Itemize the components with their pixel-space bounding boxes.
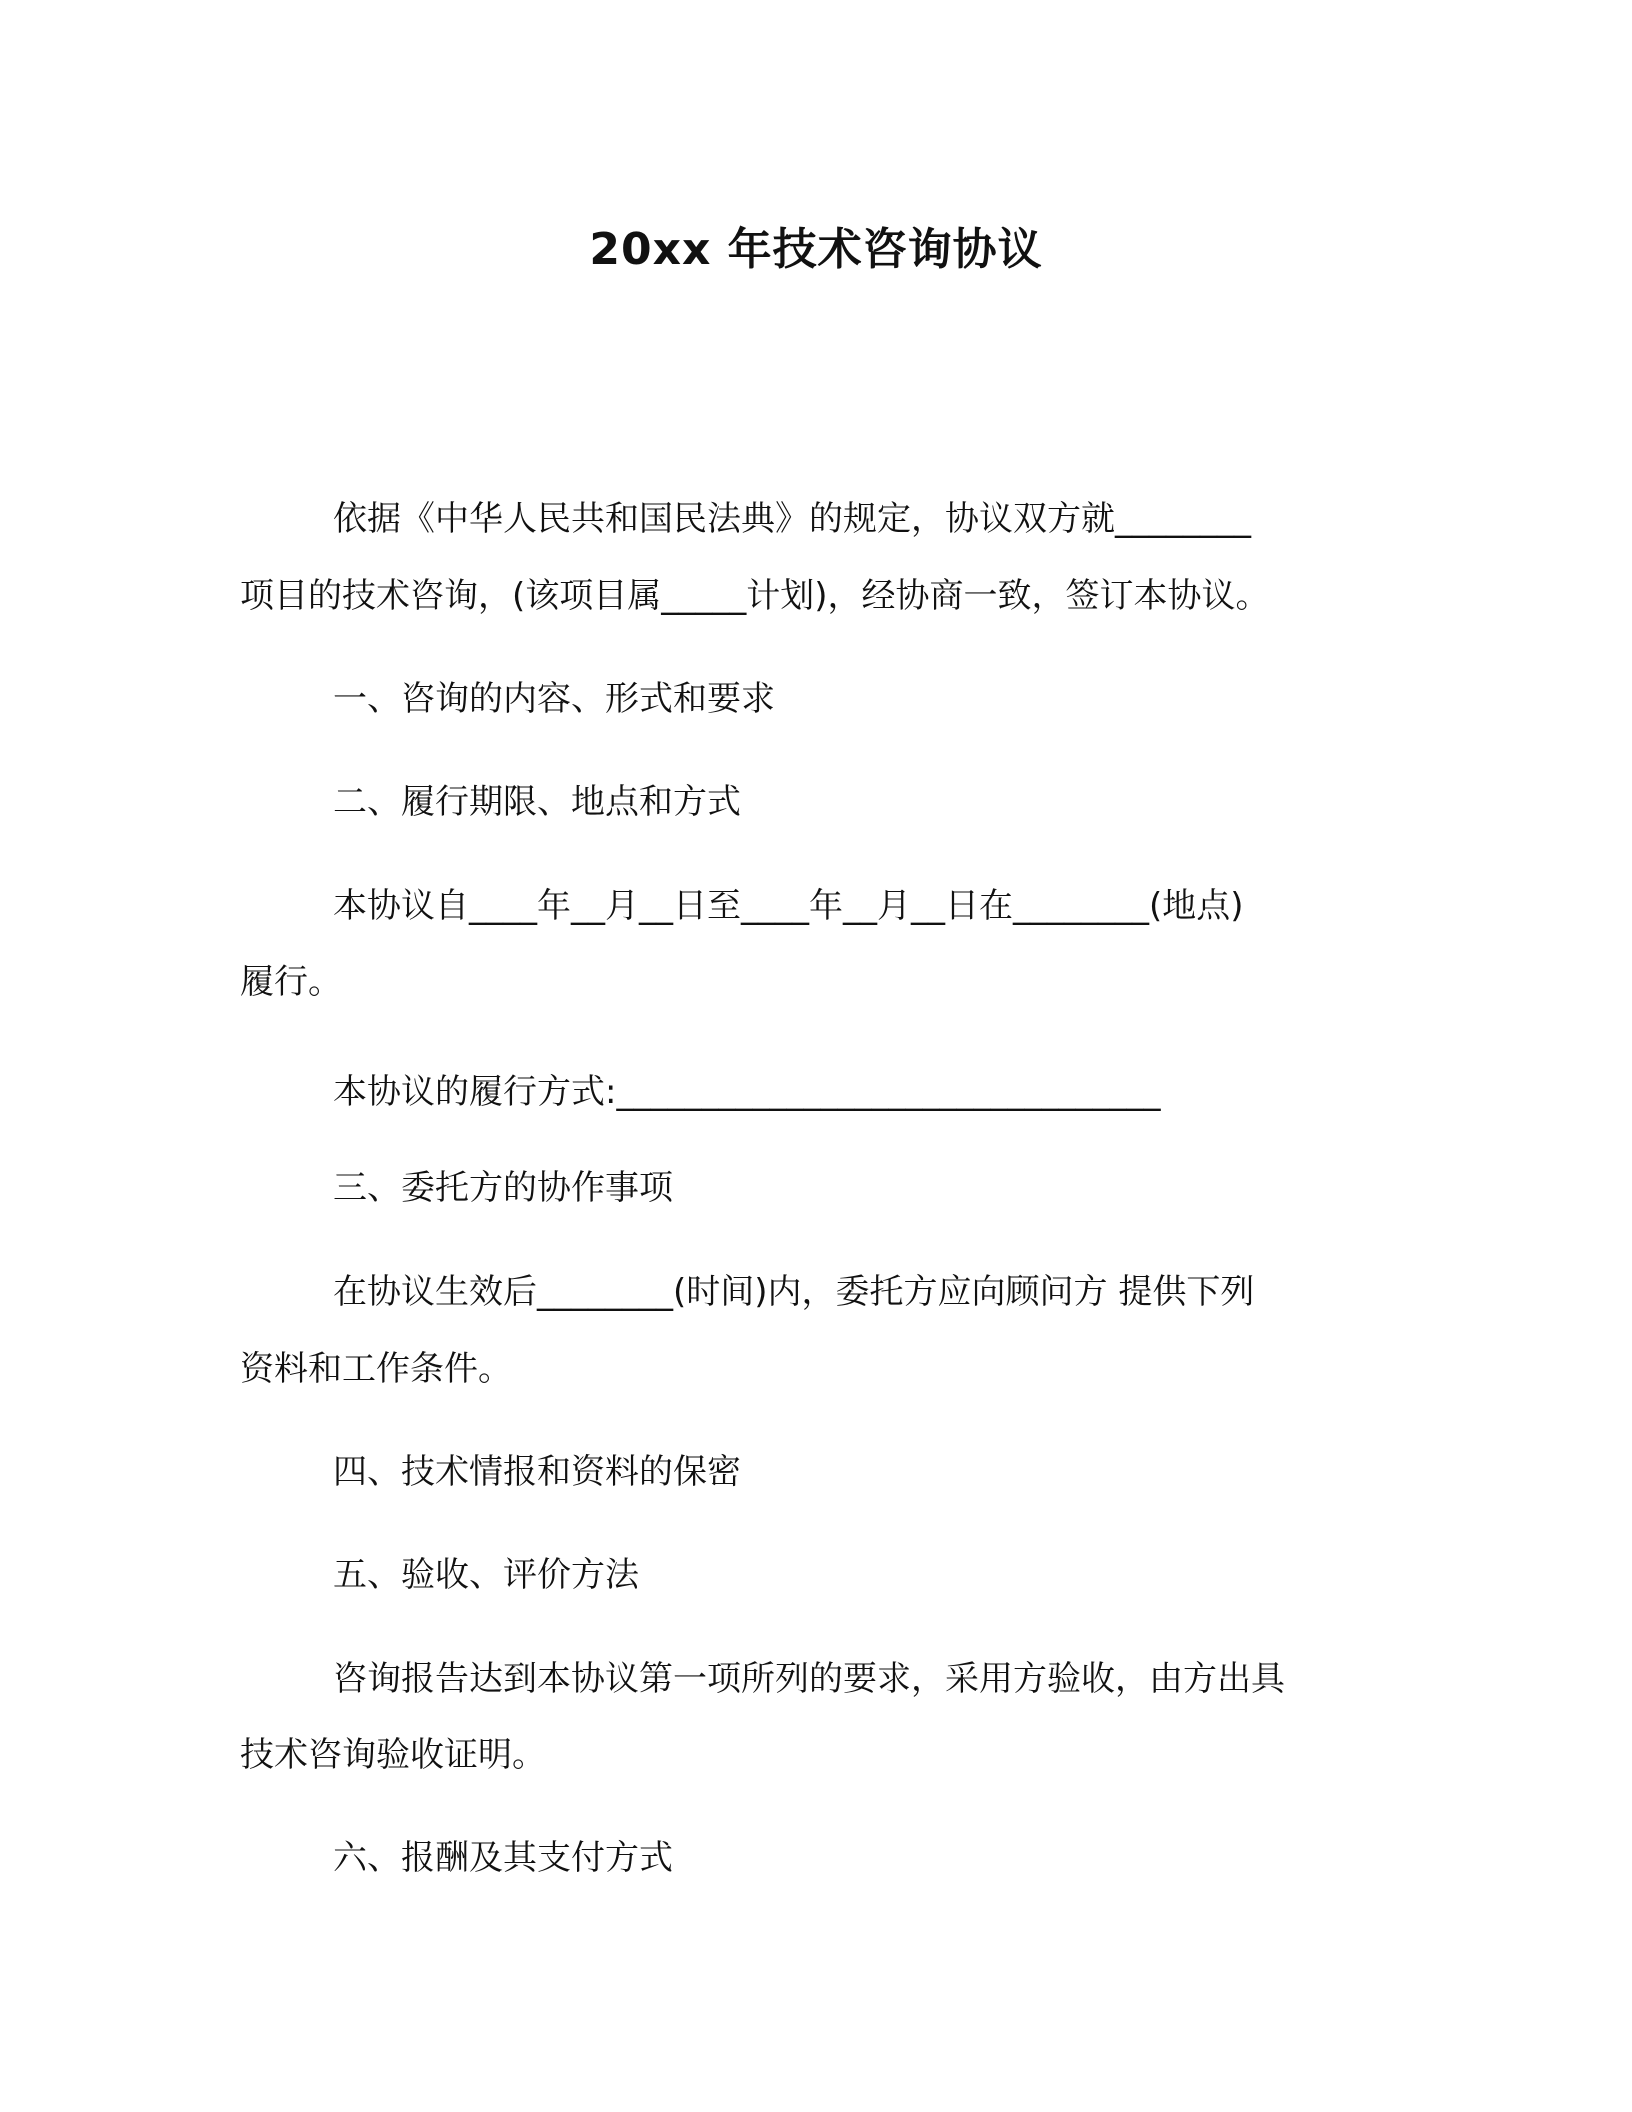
section-heading-1: 一、咨询的内容、形式和要求 [333, 679, 775, 719]
acceptance-paragraph-line-2: 技术咨询验收证明。 [240, 1735, 546, 1775]
document-title: 20xx 年技术咨询协议 [589, 224, 1043, 275]
intro-paragraph-line-1: 依据《中华人民共和国民法典》的规定，协议双方就________ [333, 499, 1251, 539]
term-paragraph-line-2: 履行。 [240, 962, 342, 1002]
cooperation-paragraph-line-2: 资料和工作条件。 [240, 1349, 512, 1389]
intro-paragraph-line-2: 项目的技术咨询，(该项目属_____计划)，经协商一致，签订本协议。 [240, 576, 1270, 616]
section-heading-4: 四、技术情报和资料的保密 [333, 1452, 741, 1492]
acceptance-paragraph-line-1: 咨询报告达到本协议第一项所列的要求，采用方验收，由方出具 [333, 1659, 1285, 1699]
term-paragraph-line-1: 本协议自____年__月__日至____年__月__日在________(地点) [333, 886, 1244, 926]
section-heading-3: 三、委托方的协作事项 [333, 1168, 673, 1208]
cooperation-paragraph-line-1: 在协议生效后________(时间)内，委托方应向顾问方 提供下列 [333, 1272, 1255, 1312]
section-heading-2: 二、履行期限、地点和方式 [333, 782, 741, 822]
section-heading-6: 六、报酬及其支付方式 [333, 1838, 673, 1878]
method-line: 本协议的履行方式:________________________________ [333, 1072, 1161, 1112]
section-heading-5: 五、验收、评价方法 [333, 1555, 639, 1595]
